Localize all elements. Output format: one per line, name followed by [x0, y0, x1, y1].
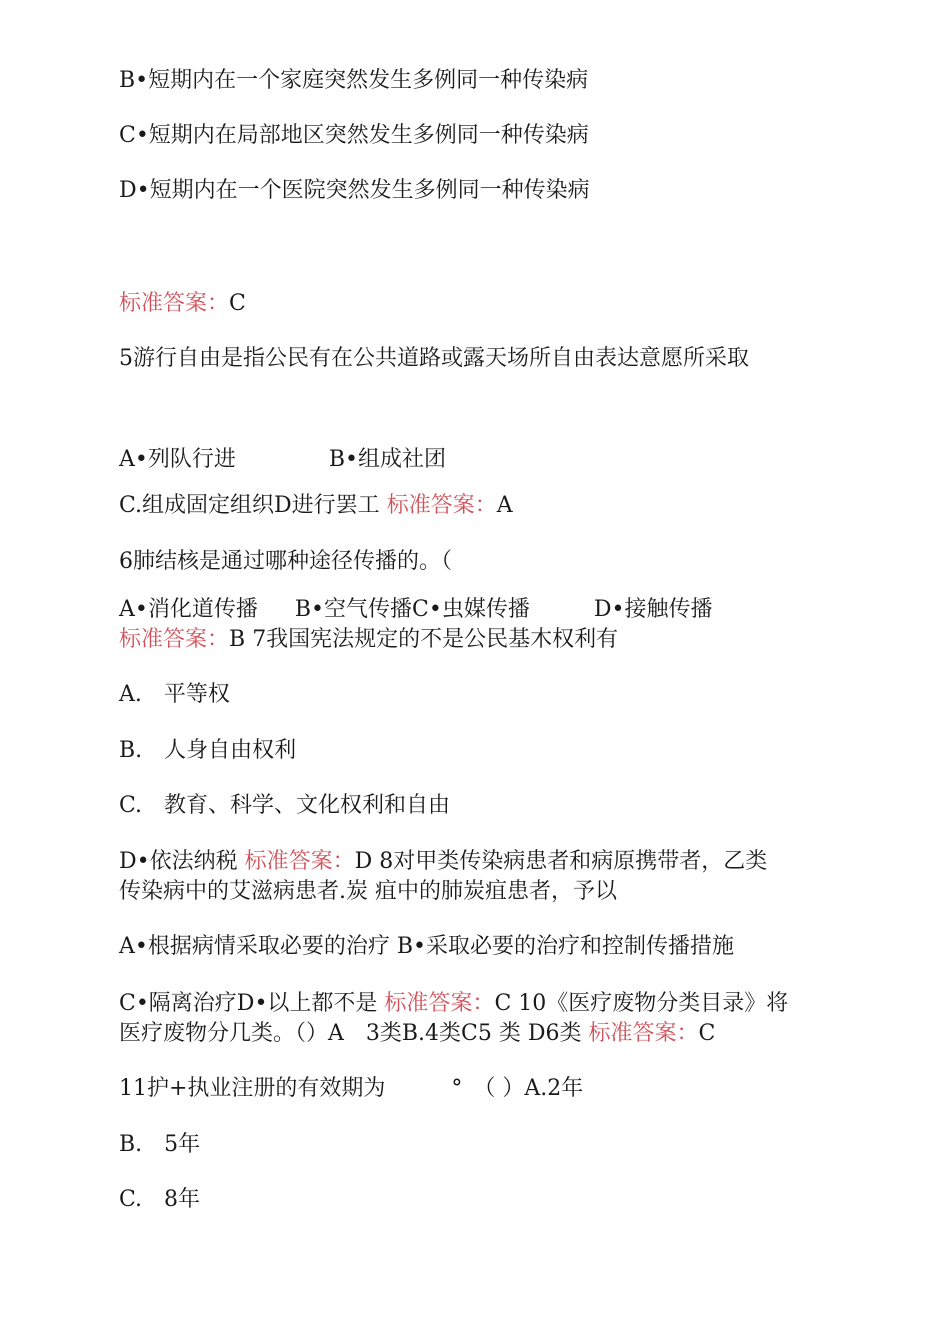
- options-line: [119, 445, 446, 475]
- answer-label: 标准答案：: [119, 291, 230, 316]
- option-b-text: B. 人身自由权利: [119, 738, 297, 763]
- answer-label: 标准答案：: [588, 1021, 699, 1046]
- option-a-text: A•消化道传播: [119, 597, 258, 622]
- answer-question-line: [119, 989, 788, 1019]
- answer-value: C: [698, 1021, 716, 1046]
- answer-label: 标准答案：: [244, 849, 355, 874]
- option-a-text: A•列队行进: [119, 447, 236, 472]
- options-line: A•根据病情采取必要的治疗 B•采取必要的治疗和控制传播措施: [119, 934, 735, 959]
- option-d-text: D•短期内在一个医院突然发生多例同一种传染病: [119, 178, 590, 203]
- answer-value: C: [229, 291, 246, 316]
- answer-label: 标准答案：: [384, 991, 495, 1016]
- option-a-text: A. 平等权: [119, 682, 230, 707]
- answer-label: 标准答案：: [119, 627, 230, 652]
- option-d-text: D•依法纳税: [119, 849, 245, 874]
- option-c-text: C. 8年: [119, 1187, 201, 1212]
- answer-value: B: [229, 627, 253, 652]
- options-line: [119, 595, 712, 625]
- option-bc-text: B•空气传播C•虫媒传播: [294, 597, 530, 622]
- question-text: 10《医疗废物分类目录》将: [518, 991, 789, 1016]
- answer-value: A: [496, 493, 513, 518]
- option-cd-text: C.组成固定组织D进行罢工: [119, 493, 387, 518]
- option-c-text: C. 教育、科学、文化权利和自由: [119, 793, 451, 818]
- question-text-continued: 医疗废物分几类。（）A 3类B.4类C5 类 D6类: [119, 1021, 589, 1046]
- answer-value: C: [494, 991, 519, 1016]
- question-answer-line: [119, 1019, 715, 1049]
- option-b-text: B•短期内在一个家庭突然发生多例同一种传染病: [119, 68, 589, 93]
- question-text: 8对甲类传染病患者和病原携带者，乙类: [379, 849, 768, 874]
- answer-question-line: [119, 625, 618, 655]
- option-b-text: B•组成社团: [328, 447, 447, 472]
- answer-value: D: [354, 849, 380, 874]
- answer-label: 标准答案：: [386, 493, 497, 518]
- answer-question-line: [119, 847, 767, 877]
- option-d-text: D•接触传播: [593, 597, 713, 622]
- option-b-text: B. 5年: [119, 1132, 201, 1157]
- option-cd-text: C•隔离治疗D•以上都不是: [119, 991, 385, 1016]
- question-text: 6肺结核是通过哪种途径传播的。（: [119, 549, 452, 574]
- answer-line: [119, 289, 246, 319]
- question-text: 5游行自由是指公民有在公共道路或露天场所自由表达意愿所采取: [119, 346, 749, 371]
- question-text-continued: 传染病中的艾滋病患者.炭 疽中的肺炭疽患者，予以: [119, 879, 617, 904]
- option-c-text: C•短期内在局部地区突然发生多例同一种传染病: [119, 123, 589, 148]
- options-answer-line: [119, 491, 513, 521]
- question-text: 7我国宪法规定的不是公民基木权利有: [252, 627, 619, 652]
- question-text: 11护+执业注册的有效期为 ° （ ）A.2年: [119, 1076, 584, 1101]
